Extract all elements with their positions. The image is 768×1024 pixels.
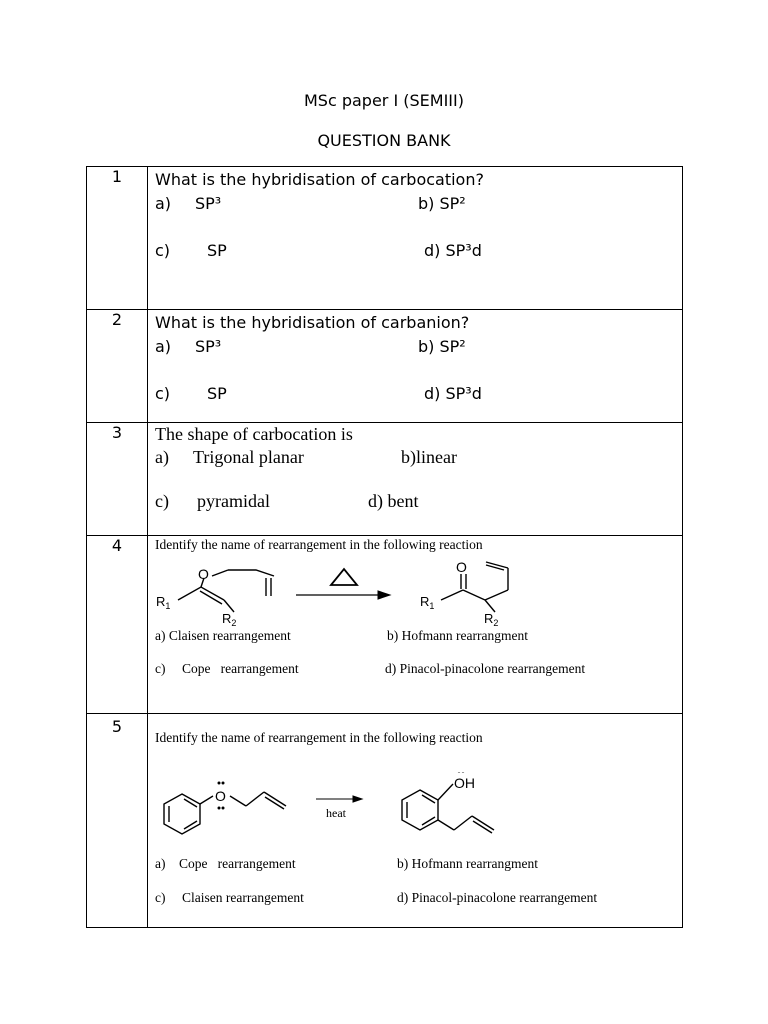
option-a <box>155 194 221 213</box>
hydroxyl-label: OH <box>454 775 475 791</box>
option-text: Hofmann rearrangment <box>411 856 538 871</box>
reaction-arrow <box>296 591 390 599</box>
option-label: d) <box>397 890 409 905</box>
r1-label: $R_1$ <box>156 594 171 611</box>
option-label: b) <box>401 447 416 467</box>
option-text: bent <box>387 491 419 511</box>
reaction-arrow <box>316 796 362 802</box>
option-d <box>424 384 482 403</box>
question-row-5 <box>87 714 683 928</box>
oxygen-label: O <box>215 788 226 804</box>
question-number: 1 <box>87 167 148 310</box>
question-text: The shape of carbocation is <box>155 424 353 444</box>
option-text: SP³ <box>195 194 222 213</box>
option-d <box>424 241 482 260</box>
option-label: c) <box>155 661 166 676</box>
question-number: 2 <box>87 310 148 423</box>
option-label: a) <box>155 194 172 213</box>
oxygen-label: O <box>198 566 209 582</box>
option-text: Claisen rearrangement <box>182 890 304 905</box>
condition-label: heat <box>326 806 346 820</box>
option-text: SP <box>207 241 227 260</box>
option-label: a) <box>155 856 166 871</box>
reaction-scheme-claisen <box>156 560 636 628</box>
option-text: pyramidal <box>197 491 270 511</box>
option-text: Pinacol-pinacolone rearrangement <box>399 661 586 676</box>
question-table <box>86 166 683 928</box>
question-body <box>148 536 683 714</box>
option-label: a) <box>155 628 166 643</box>
option-label: b) <box>397 856 409 871</box>
option-c <box>155 384 227 403</box>
option-b <box>387 628 528 644</box>
option-b <box>418 337 466 356</box>
option-label: d) <box>385 661 397 676</box>
option-text: Cope rearrangement <box>182 661 299 676</box>
option-a <box>155 447 304 468</box>
question-row-3 <box>87 423 683 536</box>
question-text: Identify the name of rearrangement in the following reaction <box>155 537 483 552</box>
option-b <box>418 194 466 213</box>
option-label: b) <box>387 628 399 643</box>
option-b <box>401 447 457 468</box>
option-text: SP³ <box>195 337 222 356</box>
option-text: SP³d <box>445 241 482 260</box>
option-c <box>155 661 299 677</box>
reaction-scheme-aromatic-claisen <box>156 772 596 842</box>
product-structure <box>402 784 494 833</box>
question-number: 4 <box>87 536 148 714</box>
option-d <box>385 661 585 677</box>
question-body <box>148 310 683 423</box>
option-text: linear <box>416 447 457 467</box>
option-text: Pinacol-pinacolone rearrangement <box>411 890 598 905</box>
option-text: SP² <box>439 337 466 356</box>
question-number: 3 <box>87 423 148 536</box>
question-text: What is the hybridisation of carbocation? <box>155 170 484 189</box>
page-subtitle: QUESTION BANK <box>317 131 451 150</box>
r1-label: $R_1$ <box>420 594 435 611</box>
option-c <box>155 890 304 906</box>
reactant-structure <box>178 570 274 612</box>
option-text: Hofmann rearrangment <box>401 628 528 643</box>
option-label: c) <box>155 384 171 403</box>
option-label: d) <box>424 384 441 403</box>
question-body <box>148 714 683 928</box>
option-text: SP³d <box>445 384 482 403</box>
r2-label: $R_2$ <box>222 611 237 628</box>
option-d <box>397 890 597 906</box>
question-number: 5 <box>87 714 148 928</box>
option-label: a) <box>155 337 172 356</box>
option-label: c) <box>155 491 169 511</box>
option-label: b) <box>418 194 435 213</box>
oxygen-label: O <box>456 560 467 575</box>
option-label: b) <box>418 337 435 356</box>
product-structure <box>441 562 508 612</box>
option-text: Trigonal planar <box>193 447 304 467</box>
option-label: d) <box>424 241 441 260</box>
option-label: a) <box>155 447 169 467</box>
option-c <box>155 241 227 260</box>
option-label: d) <box>368 491 383 511</box>
question-text: What is the hybridisation of carbanion? <box>155 313 470 332</box>
option-d <box>368 491 419 512</box>
question-text: Identify the name of rearrangement in the following reaction <box>155 730 483 745</box>
question-row-1 <box>87 167 683 310</box>
page-title: MSc paper I (SEMIII) <box>304 91 464 110</box>
option-a <box>155 628 291 644</box>
question-body <box>148 423 683 536</box>
r2-label: $R_2$ <box>484 611 499 628</box>
question-row-2 <box>87 310 683 423</box>
delta-icon <box>331 569 357 585</box>
option-label: c) <box>155 890 166 905</box>
option-b <box>397 856 538 872</box>
question-row-4 <box>87 536 683 714</box>
option-c <box>155 491 270 512</box>
question-body <box>148 167 683 310</box>
option-text: Claisen rearrangement <box>168 628 291 643</box>
option-text: SP² <box>439 194 466 213</box>
option-text: Cope rearrangement <box>179 856 296 871</box>
option-a <box>155 856 296 872</box>
option-text: SP <box>207 384 227 403</box>
option-a <box>155 337 221 356</box>
option-label: c) <box>155 241 171 260</box>
